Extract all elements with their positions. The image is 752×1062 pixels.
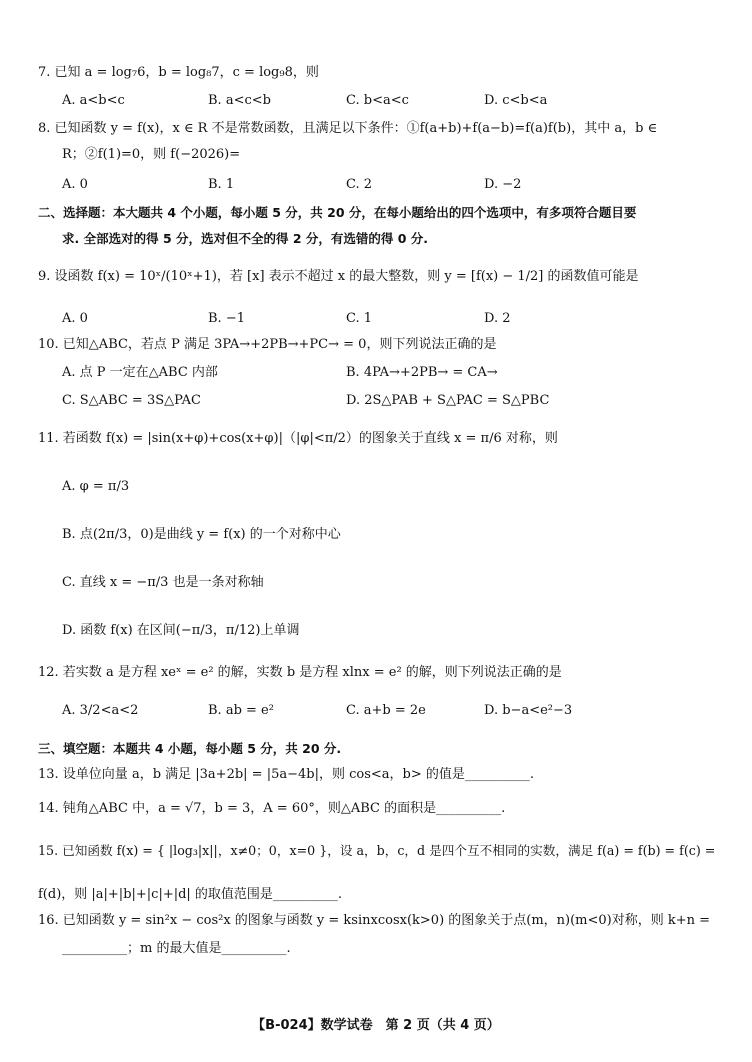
q8-option-d: D. −2 (484, 177, 522, 192)
q10-option-c: C. S△ABC = 3S△PAC (62, 393, 202, 408)
q12-option-b: B. ab = e² (208, 703, 274, 718)
q10-option-a: A. 点 P 一定在△ABC 内部 (62, 365, 218, 380)
q9-stem: 9. 设函数 f(x) = 10ˣ/(10ˣ+1)，若 [x] 表示不超过 x 的最大整数，则 y = [f(x) − 1/2] 的函数值可能是 (38, 269, 639, 284)
q7-option-a: A. a<b<c (62, 93, 125, 108)
q14: 14. 钝角△ABC 中，a = √7，b = 3，A = 60°，则△ABC 的面积是__________. (38, 801, 506, 816)
section3-heading: 三、填空题：本题共 4 小题，每小题 5 分，共 20 分. (38, 741, 342, 756)
q15-line2: f(d)，则 |a|+|b|+|c|+|d| 的取值范围是__________. (38, 887, 343, 902)
q12-option-a: A. 3/2<a<2 (62, 703, 139, 718)
q11-option-b: B. 点(2π/3，0)是曲线 y = f(x) 的一个对称中心 (62, 527, 341, 542)
q11-option-d: D. 函数 f(x) 在区间(−π/3，π/12)上单调 (62, 623, 300, 638)
q11-option-c: C. 直线 x = −π/3 也是一条对称轴 (62, 575, 264, 590)
q7-option-d: D. c<b<a (484, 93, 548, 108)
q12-stem: 12. 若实数 a 是方程 xeˣ = e² 的解，实数 b 是方程 xlnx = e² 的解，则下列说法正确的是 (38, 665, 562, 680)
q13: 13. 设单位向量 a，b 满足 |3a+2b| = |5a−4b|，则 cos<a，b> 的值是__________. (38, 767, 534, 782)
q8-option-b: B. 1 (208, 177, 235, 192)
page-footer: 【B-024】数学试卷 第 2 页（共 4 页） (252, 1018, 500, 1033)
q16-line1: 16. 已知函数 y = sin²x − cos²x 的图象与函数 y = ksinxcosx(k>0) 的图象关于点(m，n)(m<0)对称，则 k+n = (38, 913, 711, 928)
q7-option-b: B. a<c<b (208, 93, 271, 108)
q10-option-d: D. 2S△PAB + S△PAC = S△PBC (346, 393, 550, 408)
q10-stem: 10. 已知△ABC，若点 P 满足 3PA→+2PB→+PC→ = 0，则下列说法正确的是 (38, 337, 497, 352)
q8-option-a: A. 0 (62, 177, 88, 192)
q8-stem-cont: R；②f(1)=0，则 f(−2026)= (62, 147, 241, 162)
q8-option-c: C. 2 (346, 177, 373, 192)
q9-option-a: A. 0 (62, 311, 88, 326)
q7-stem: 7. 已知 a = log₇6，b = log₈7，c = log₉8，则 (38, 65, 319, 80)
section2-heading-cont: 求. 全部选对的得 5 分，选对但不全的得 2 分，有选错的得 0 分. (62, 231, 429, 246)
q10-option-b: B. 4PA→+2PB→ = CA→ (346, 365, 498, 380)
q16-line2: __________；m 的最大值是__________. (62, 941, 291, 956)
q9-option-d: D. 2 (484, 311, 511, 326)
q9-option-b: B. −1 (208, 311, 245, 326)
q7-option-c: C. b<a<c (346, 93, 409, 108)
q8-stem: 8. 已知函数 y = f(x)，x ∈ R 不是常数函数，且满足以下条件：①f(a+b)+f(a−b)=f(a)f(b)，其中 a，b ∈ (38, 121, 658, 136)
q11-option-a: A. φ = π/3 (62, 479, 130, 494)
q9-option-c: C. 1 (346, 311, 373, 326)
q15-line1: 15. 已知函数 f(x) = { |log₃|x||，x≠0；0，x=0 }，设 a，b，c，d 是四个互不相同的实数，满足 f(a) = f(b) = f(c) = (38, 843, 716, 858)
q12-option-d: D. b−a<e²−3 (484, 703, 573, 718)
section2-heading: 二、选择题：本大题共 4 个小题，每小题 5 分，共 20 分，在每小题给出的四个选项中，有多项符合题目要 (38, 205, 637, 220)
q11-stem: 11. 若函数 f(x) = |sin(x+φ)+cos(x+φ)|（|φ|<π/2）的图象关于直线 x = π/6 对称，则 (38, 431, 558, 446)
q12-option-c: C. a+b = 2e (346, 703, 426, 718)
